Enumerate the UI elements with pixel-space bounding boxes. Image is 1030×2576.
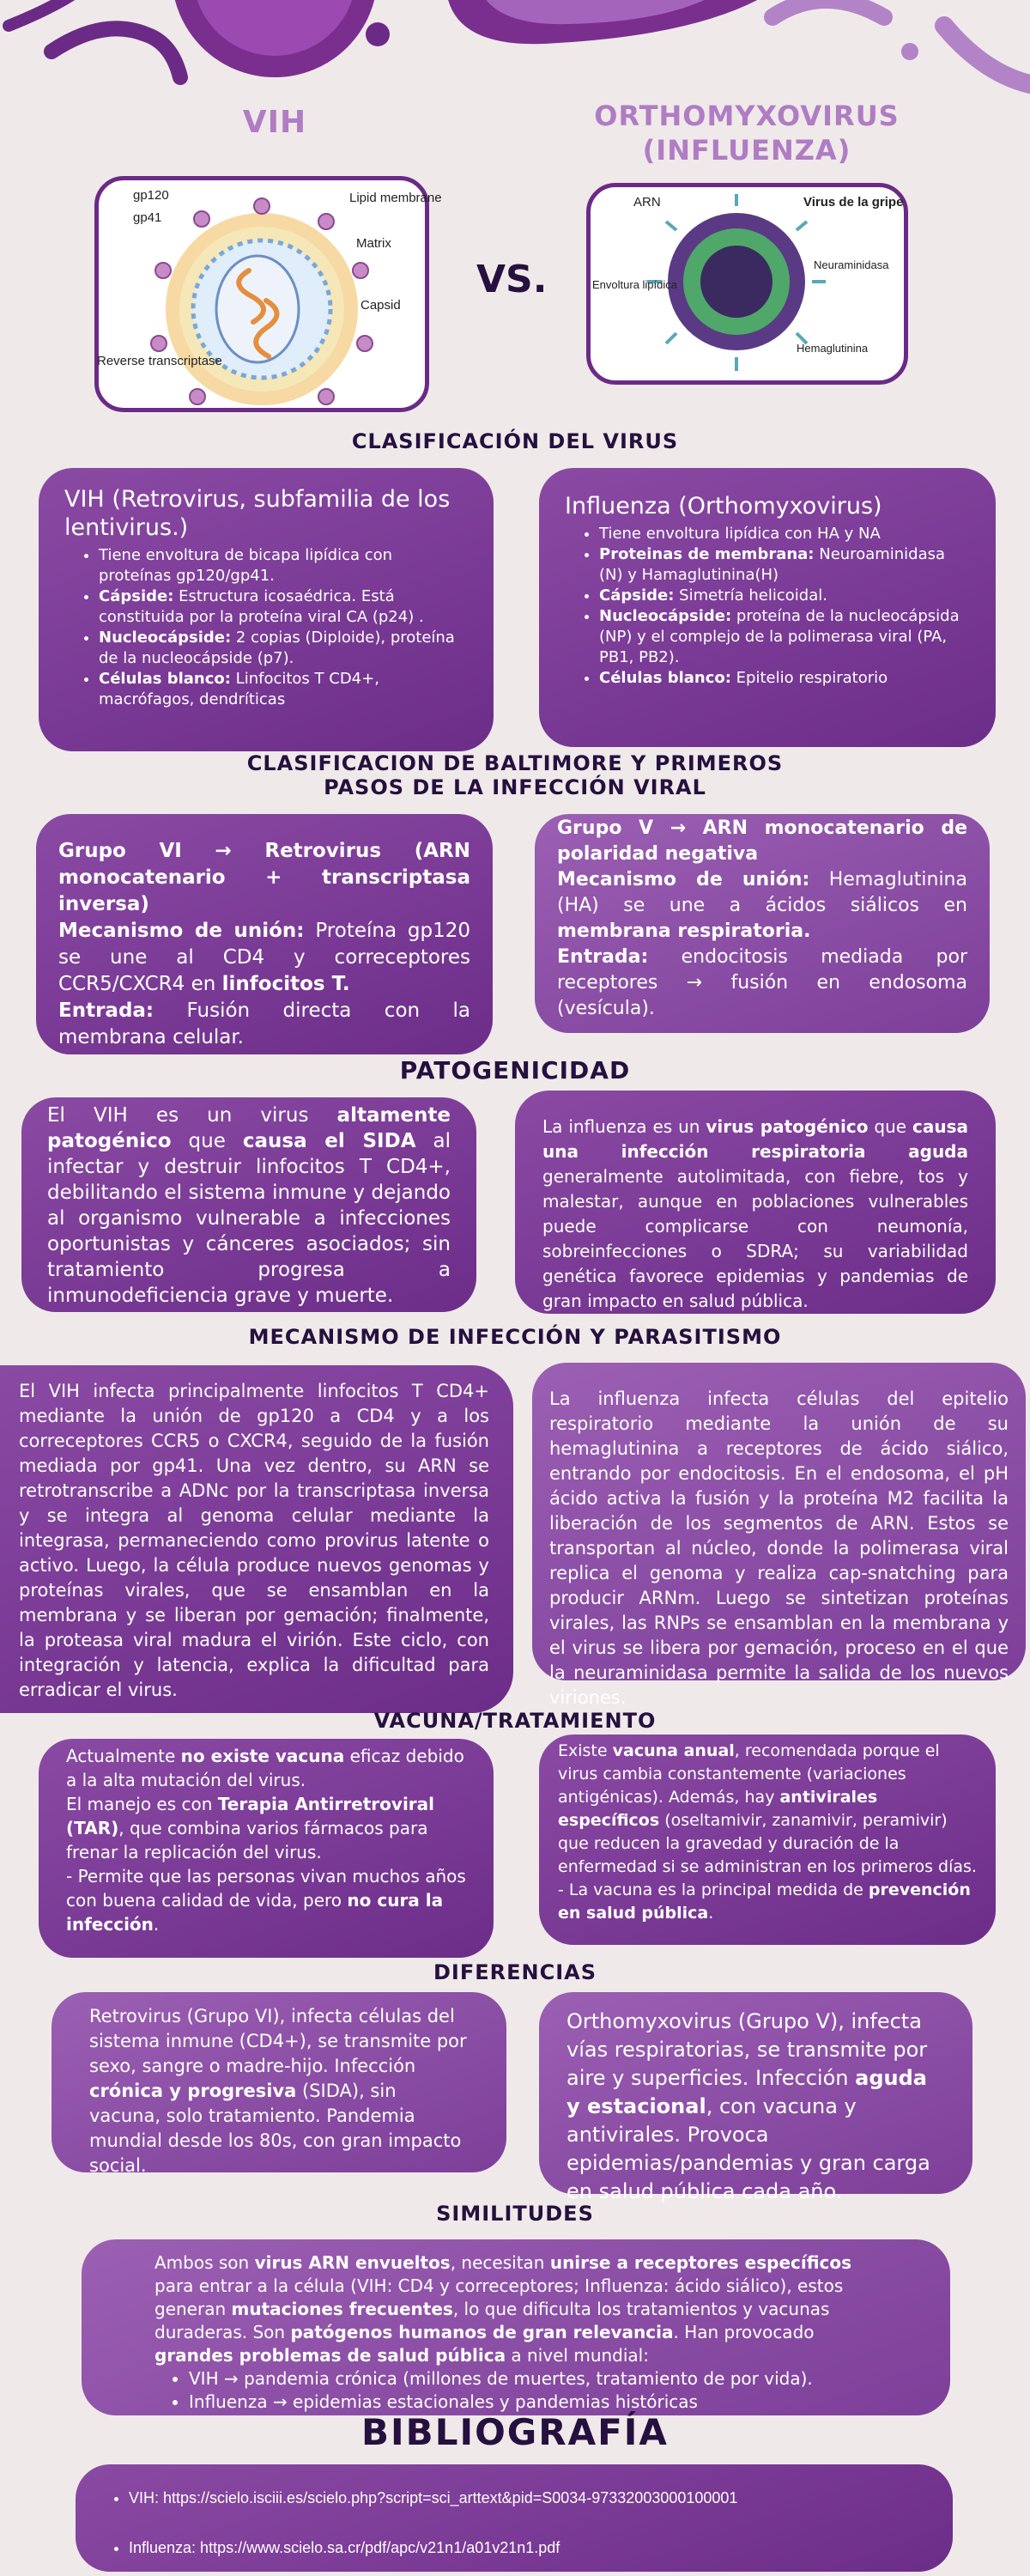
bibliografia-link-vih[interactable]: • VIH: https://scielo.isciii.es/scielo.php?script=sci_arttext&pid=S0034-97332003000100001 [129,2488,918,2509]
bibliografia-card [76,2464,953,2572]
flu-label-arn: ARN [633,195,661,210]
section-title-diferencias: DIFERENCIAS [433,1960,597,1984]
hiv-structure-image [94,176,442,412]
flu-label-envoltura: Envoltura lipídica [592,278,677,291]
list-item: • Cápside: Simetría helicoidal. [599,586,970,606]
bibliografia-list [110,2488,918,2559]
hiv-label-lipid: Lipid membrane [349,191,442,205]
vacuna-vih-card: Actualmente no existe vacuna eficaz debido a la alta mutación del virus. El manejo es con Terapia Antirretroviral (TAR), que combina varios fármacos para frenar la replicación del virus. - Permite que las personas vivan muchos años con buena calidad de vida, pero no cura la infección. [39,1739,494,1958]
hiv-label-gp120: gp120 [133,188,169,203]
baltimore-vih-card: Grupo VI → Retrovirus (ARN monocatenario + transcriptasa inversa) Mecanismo de unión: Proteína gp120 se une al CD4 y correceptores CCR5/CXCR4 en linfocitos T. Entrada: Fusión directa con la membrana celular. [36,814,493,1054]
patogenicidad-influenza-card: La influenza es un virus patogénico que causa una infección respiratoria aguda generalmente autolimitada, con fiebre, tos y malestar, aunque en poblaciones vulnerables puede complicarse con neumonía, sobreinfecciones o SDRA; su variabilidad genética favorece epidemias y pandemias de gran impacto en salud pública. [515,1091,996,1314]
list-item: • Proteinas de membrana: Neuroaminidasa (N) y Hamaglutinina(H) [599,544,970,586]
list-item: • Células blanco: Epitelio respiratorio [599,668,970,689]
influenza-structure-image [586,183,908,385]
similitudes-card: Ambos son virus ARN envueltos, necesitan unirse a receptores específicos para entrar a la célula (VIH: CD4 y correceptores; Influenza: ácido siálico), estos generan mutaciones frecuentes, lo que dificulta los tratamientos y vacunas duraderas. Son patógenos humanos de gran relevancia. Han provocado grandes problemas de salud pública a nivel mundial: • VIH → pandemia crónica (millones de muertes, tratamiento de por vida). • Influenza → epidemias estacionales y pandemias históricas [82,2239,950,2415]
mecanismo-influenza-card: La influenza infecta células del epitelio respiratorio mediante la unión de su hemaglutinina a receptores de ácido siálico, entrando por endocitosis. En el endosoma, el pH ácido activa la fusión y la proteína M2 facilita la liberación de los segmentos de ARN. Estos se transportan al núcleo, donde la polimerasa viral replica el genoma y realiza cap-snatching para producir ARNm. Luego se sintetizan proteínas virales, las RNPs se ensamblan en la membrana y el virus se libera por gemación, proceso en el que la neuraminidasa permite la salida de los nuevos viriones. [532,1363,1026,1680]
diferencias-influenza-card: Orthomyxovirus (Grupo V), infecta vías respiratorias, se transmite por aire y superficies. Infección aguda y estacional, con vacuna y antivirales. Provoca epidemias/pandemias y gran carga en salud pública cada año. [539,1992,972,2194]
baltimore-influenza-group: Grupo V → ARN monocatenario de polaridad negativa [557,817,967,865]
hiv-label-rt: Reverse transcriptase [97,354,222,368]
list-item: • Influenza → epidemias estacionales y pandemias históricas [189,2391,882,2414]
list-item: • Células blanco: Linfocitos T CD4+, macrófagos, dendríticas [99,669,468,710]
flu-label-neuraminidasa: Neuraminidasa [814,258,889,271]
clasificacion-influenza-list [565,524,970,689]
hiv-name: VIH [242,105,307,140]
section-title-baltimore-line2: PASOS DE LA INFECCIÓN VIRAL [324,775,706,799]
diferencias-vih-card: Retrovirus (Grupo VI), infecta células del sistema inmune (CD4+), se transmite por sexo, sangre o madre-hijo. Infección crónica y progresiva (SIDA), sin vacuna, solo tratamiento. Pandemia mundial desde los 80s, con gran impacto social. [52,1992,506,2172]
influenza-name-line1: ORTHOMYXOVIRUS [594,100,900,132]
vs-label: VS. [476,258,548,301]
flu-diagram-title: Virus de la gripe [803,195,904,210]
hiv-label-capsid: Capsid [360,298,401,313]
section-title-baltimore-line1: CLASIFICACION DE BALTIMORE Y PRIMEROS [246,751,784,775]
list-item: • Nucleocápside: 2 copias (Diploide), proteína de la nucleocápside (p7). [99,628,468,669]
patogenicidad-vih-card: El VIH es un virus altamente patogénico que causa el SIDA al infectar y destruir linfocitos T CD4+, debilitando el sistema inmune y dejando al organismo vulnerable a infecciones oportunistas y cánceres asociados; sin tratamiento progresa a inmunodeficiencia grave y muerte. [21,1097,476,1312]
bibliografia-link-influenza[interactable]: • Influenza: https://www.scielo.sa.cr/pdf/apc/v21n1/a01v21n1.pdf [129,2538,918,2559]
section-title-baltimore [0,751,1030,799]
baltimore-influenza-card: Grupo V → ARN monocatenario de polaridad negativa Mecanismo de unión: Hemaglutinina (HA) se une a ácidos siálicos en membrana respiratoria. Entrada: endocitosis mediada por receptores → fusión en endosoma (vesícula). [535,814,990,1033]
section-title-patogenicidad: PATOGENICIDAD [399,1056,631,1084]
section-title-bibliografia: BIBLIOGRAFÍA [361,2411,669,2453]
flu-label-hemaglutinina: Hemaglutinina [797,342,869,355]
influenza-name [558,99,936,167]
hiv-label-gp41: gp41 [133,210,162,225]
section-title-clasificacion: CLASIFICACIÓN DEL VIRUS [351,429,679,453]
clasificacion-vih-card [39,468,494,751]
clasificacion-vih-heading: VIH (Retrovirus, subfamilia de los lentivirus.) [64,486,451,541]
list-item: • Cápside: Estructura icosaédrica. Está constituida por la proteína viral CA (p24) . [99,586,468,628]
list-item: • Tiene envoltura de bicapa lipídica con proteínas gp120/gp41. [99,545,468,586]
similitudes-list [154,2367,882,2414]
list-item: • VIH → pandemia crónica (millones de muertes, tratamiento de por vida). [189,2367,882,2391]
clasificacion-influenza-heading: Influenza (Orthomyxovirus) [565,493,882,519]
clasificacion-influenza-card [539,468,996,747]
clasificacion-vih-list [64,545,468,710]
header-decoration [0,0,1030,112]
section-title-similitudes: SIMILITUDES [436,2202,594,2226]
list-item: • Tiene envoltura lipídica con HA y NA [599,524,970,544]
list-item: • Nucleocápside: proteína de la nucleocápsida (NP) y el complejo de la polimerasa viral (PA, PB1, PB2). [599,606,970,668]
vacuna-influenza-card: Existe vacuna anual, recomendada porque el virus cambia constantemente (variaciones antigénicas). Además, hay antivirales específicos (oseltamivir, zanamivir, peramivir) que reducen la gravedad y duración de la enfermedad si se administran en los primeros días. - La vacuna es la principal medida de prevención en salud pública. [539,1735,996,1945]
influenza-name-line2: (INFLUENZA) [642,134,851,167]
mecanismo-vih-card: El VIH infecta principalmente linfocitos T CD4+ mediante la unión de gp120 a CD4 y a los correceptores CCR5 o CXCR4, seguido de la fusión mediada por gp41. Una vez dentro, su ARN se retrotranscribe a ADNc por la transcriptasa inversa y se integra al genoma celular mediante la integrasa, permaneciendo como provirus latente o activo. Luego, la célula produce nuevos genomas y proteínas virales, que se ensamblan en la membrana y se liberan por gemación; finalmente, la proteasa viral madura el virión. Este ciclo, con integración y latencia, explica la dificultad para erradicar el virus. [0,1365,513,1713]
section-title-vacuna: VACUNA/TRATAMIENTO [373,1709,657,1733]
baltimore-vih-group: Grupo VI → Retrovirus (ARN monocatenario + transcriptasa inversa) [58,840,470,915]
hiv-label-matrix: Matrix [356,236,391,251]
section-title-mecanismo: MECANISMO DE INFECCIÓN Y PARASITISMO [248,1325,782,1349]
